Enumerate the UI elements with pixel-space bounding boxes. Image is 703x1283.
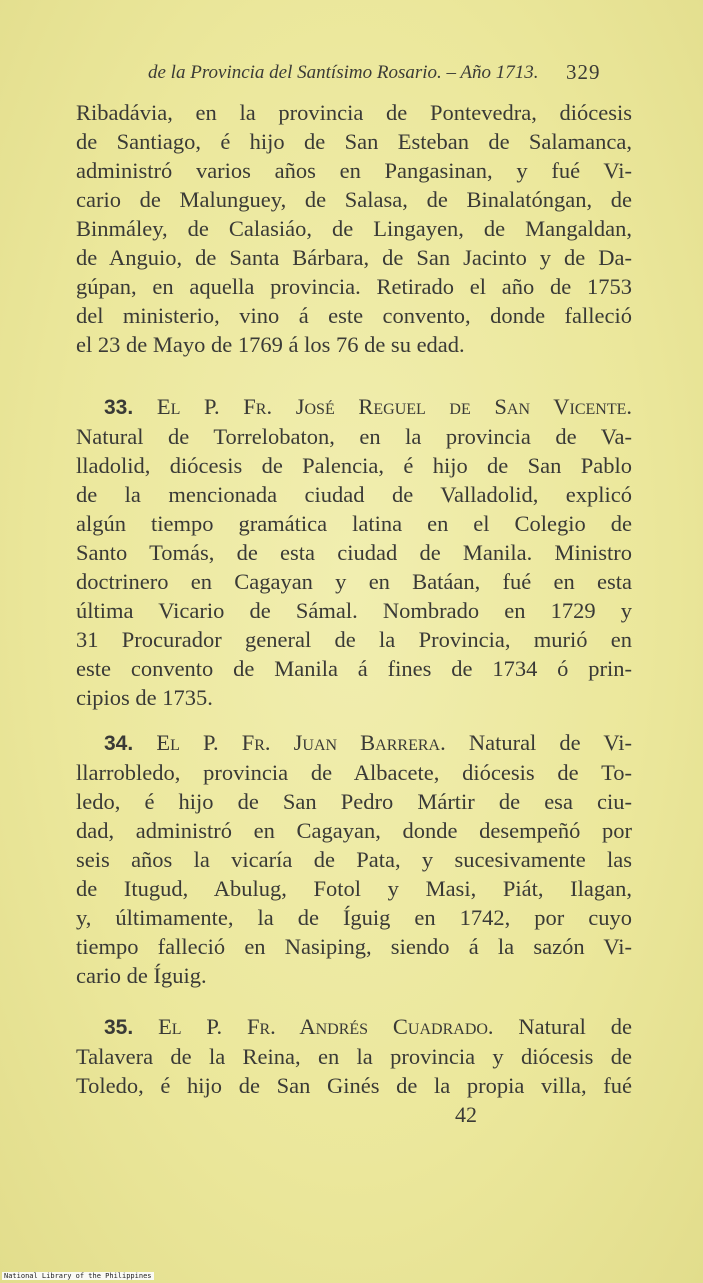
text-line: de Santiago, é hijo de San Esteban de Salamanca, bbox=[76, 129, 632, 154]
text-line: llarrobledo, provincia de Albacete, diócesis de To- bbox=[76, 760, 632, 785]
text-line: lladolid, diócesis de Palencia, é hijo de San Pablo bbox=[76, 453, 632, 478]
running-header bbox=[148, 62, 618, 84]
text-line: y, últimamente, la de Íguig en 1742, por cuyo bbox=[76, 905, 632, 930]
text-line: Santo Tomás, de esta ciudad de Manila. Ministro bbox=[76, 540, 632, 565]
text-line: ledo, é hijo de San Pedro Mártir de esa ciu- bbox=[76, 789, 632, 814]
text-line: del ministerio, vino á este convento, donde falleció bbox=[76, 303, 632, 328]
footer-credit: National Library of the Philippines bbox=[4, 1272, 152, 1280]
text-line: el 23 de Mayo de 1769 á los 76 de su edad. bbox=[76, 332, 465, 357]
text-line: cipios de 1735. bbox=[76, 685, 213, 710]
text-line: cario de Íguig. bbox=[76, 963, 207, 988]
entry-number: 35. bbox=[104, 1016, 134, 1039]
text-line: Ribadávia, en la provincia de Pontevedra, diócesis bbox=[76, 100, 632, 125]
text-line: de Anguio, de Santa Bárbara, de San Jacinto y de Da- bbox=[76, 245, 632, 270]
text-line: de Itugud, Abulug, Fotol y Masi, Piát, Ilagan, bbox=[76, 876, 632, 901]
text-line: Natural de Torrelobaton, en la provincia de Va- bbox=[76, 424, 632, 449]
text-line: seis años la vicaría de Pata, y sucesivamente las bbox=[76, 847, 632, 872]
text-line: gúpan, en aquella provincia. Retirado el año de 1753 bbox=[76, 274, 632, 299]
entry-33 bbox=[76, 392, 632, 712]
entry-heading-line bbox=[76, 392, 632, 422]
text-line: cario de Malunguey, de Salasa, de Binalatóngan, de bbox=[76, 187, 632, 212]
entry-heading-line bbox=[76, 728, 632, 758]
text-line: Toledo, é hijo de San Ginés de la propia villa, fué bbox=[76, 1073, 632, 1098]
entry-title: El P. Fr. Juan Barrera. bbox=[156, 730, 446, 755]
text-line: algún tiempo gramática latina en el Colegio de bbox=[76, 511, 632, 536]
continuation-paragraph bbox=[76, 98, 632, 359]
entry-number: 34. bbox=[104, 732, 134, 755]
entry-first-text: Natural de Vi- bbox=[468, 730, 633, 755]
entry-title: El P. Fr. Andrés Cuadrado. bbox=[158, 1014, 494, 1039]
entry-first-text: Natural de bbox=[518, 1014, 632, 1039]
text-line: Talavera de la Reina, en la provincia y diócesis de bbox=[76, 1044, 632, 1069]
entry-title: El P. Fr. José Reguel de San Vicente. bbox=[156, 394, 632, 419]
text-line: tiempo falleció en Nasiping, siendo á la sazón Vi- bbox=[76, 934, 632, 959]
text-line: 31 Procurador general de la Provincia, murió en bbox=[76, 627, 632, 652]
running-title: de la Provincia del Santísimo Rosario. – Año 1713. bbox=[148, 62, 539, 83]
signature-mark: 42 bbox=[455, 1102, 477, 1127]
text-line: última Vicario de Sámal. Nombrado en 1729 y bbox=[76, 598, 632, 623]
entry-number: 33. bbox=[104, 396, 134, 419]
text-line: este convento de Manila á fines de 1734 ó prin- bbox=[76, 656, 632, 681]
text-line: de la mencionada ciudad de Valladolid, explicó bbox=[76, 482, 632, 507]
entry-heading-line bbox=[76, 1012, 632, 1042]
entry-35 bbox=[76, 1012, 632, 1100]
text-line: doctrinero en Cagayan y en Batáan, fué en esta bbox=[76, 569, 632, 594]
page-number: 329 bbox=[566, 60, 601, 84]
entry-34 bbox=[76, 728, 632, 990]
text-line: administró varios años en Pangasinan, y fué Vi- bbox=[76, 158, 632, 183]
text-line: dad, administró en Cagayan, donde desempeñó por bbox=[76, 818, 632, 843]
text-line: Binmáley, de Calasiáo, de Lingayen, de Mangaldan, bbox=[76, 216, 632, 241]
